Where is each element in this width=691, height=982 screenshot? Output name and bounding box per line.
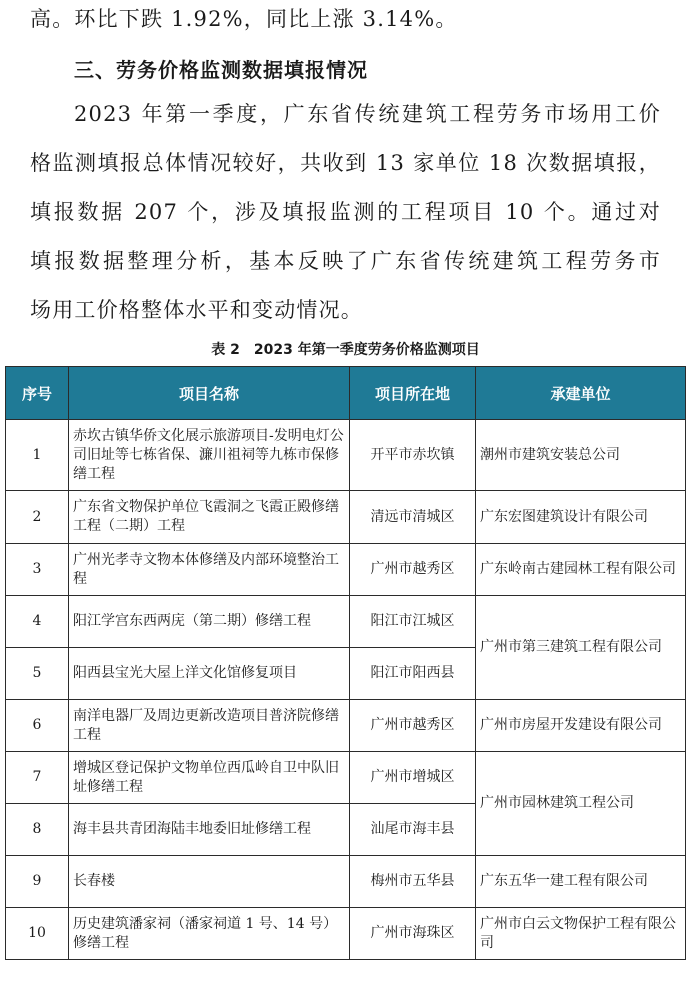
table-row [6,752,686,804]
row-contractor: 广东宏图建筑设计有限公司 [476,491,686,544]
row-seq: 7 [6,752,69,804]
row-project-name: 长春楼 [69,856,350,908]
row-location: 广州市越秀区 [350,544,476,596]
table-row [6,856,686,908]
row-location: 阳江市江城区 [350,596,476,648]
row-project-name: 南洋电器厂及周边更新改造项目普济院修缮工程 [69,700,350,752]
row-location: 广州市海珠区 [350,908,476,960]
row-seq: 8 [6,804,69,856]
row-project-name: 海丰县共青团海陆丰地委旧址修缮工程 [69,804,350,856]
row-location: 汕尾市海丰县 [350,804,476,856]
row-seq: 1 [6,420,69,491]
column-header-seq: 序号 [6,367,69,420]
paragraph-line: 填报数据整理分析，基本反映了广东省传统建筑工程劳务市 [30,249,661,273]
intro-line: 高。环比下跌 1.92%，同比上涨 3.14%。 [30,7,458,31]
row-contractor: 广州市白云文物保护工程有限公司 [476,908,686,960]
column-header-contractor: 承建单位 [476,367,686,420]
row-seq: 3 [6,544,69,596]
row-seq: 4 [6,596,69,648]
row-project-name: 历史建筑潘家祠（潘家祠道 1 号、14 号）修缮工程 [69,908,350,960]
row-contractor: 广东岭南古建园林工程有限公司 [476,544,686,596]
table-row [6,908,686,960]
paragraph-line: 2023 年第一季度，广东省传统建筑工程劳务市场用工价 [74,102,661,126]
row-seq: 10 [6,908,69,960]
row-location: 阳江市阳西县 [350,648,476,700]
column-header-location: 项目所在地 [350,367,476,420]
row-project-name: 阳江学宫东西两庑（第二期）修缮工程 [69,596,350,648]
row-seq: 9 [6,856,69,908]
row-seq: 2 [6,491,69,544]
row-project-name: 广州光孝寺文物本体修缮及内部环境整治工程 [69,544,350,596]
table-row [6,544,686,596]
row-project-name: 广东省文物保护单位飞霞洞之飞霞正殿修缮工程（二期）工程 [69,491,350,544]
table-row [6,700,686,752]
row-location: 清远市清城区 [350,491,476,544]
row-location: 开平市赤坎镇 [350,420,476,491]
row-project-name: 增城区登记保护文物单位西瓜岭自卫中队旧址修缮工程 [69,752,350,804]
row-seq: 6 [6,700,69,752]
paragraph-line: 场用工价格整体水平和变动情况。 [30,298,363,322]
row-contractor: 广州市园林建筑工程公司 [476,752,686,856]
monitoring-projects-table [5,366,686,960]
column-header-project-name: 项目名称 [69,367,350,420]
table-row [6,420,686,491]
paragraph-line: 填报数据 207 个，涉及填报监测的工程项目 10 个。通过对 [30,200,661,224]
paragraph-line: 格监测填报总体情况较好，共收到 13 家单位 18 次数据填报， [30,151,661,175]
row-project-name: 赤坎古镇华侨文化展示旅游项目-发明电灯公司旧址等七栋省保、濂川祖祠等九栋市保修缮工程 [69,420,350,491]
row-location: 广州市增城区 [350,752,476,804]
table-row [6,596,686,648]
row-seq: 5 [6,648,69,700]
row-project-name: 阳西县宝光大屋上洋文化馆修复项目 [69,648,350,700]
table-header-row [6,367,686,420]
table-caption: 表 2 2023 年第一季度劳务价格监测项目 [211,342,480,358]
row-location: 广州市越秀区 [350,700,476,752]
section-heading: 三、劳务价格监测数据填报情况 [74,58,368,82]
table-row [6,491,686,544]
row-contractor: 广州市房屋开发建设有限公司 [476,700,686,752]
row-contractor: 广东五华一建工程有限公司 [476,856,686,908]
row-contractor: 广州市第三建筑工程有限公司 [476,596,686,700]
row-contractor: 潮州市建筑安装总公司 [476,420,686,491]
row-location: 梅州市五华县 [350,856,476,908]
